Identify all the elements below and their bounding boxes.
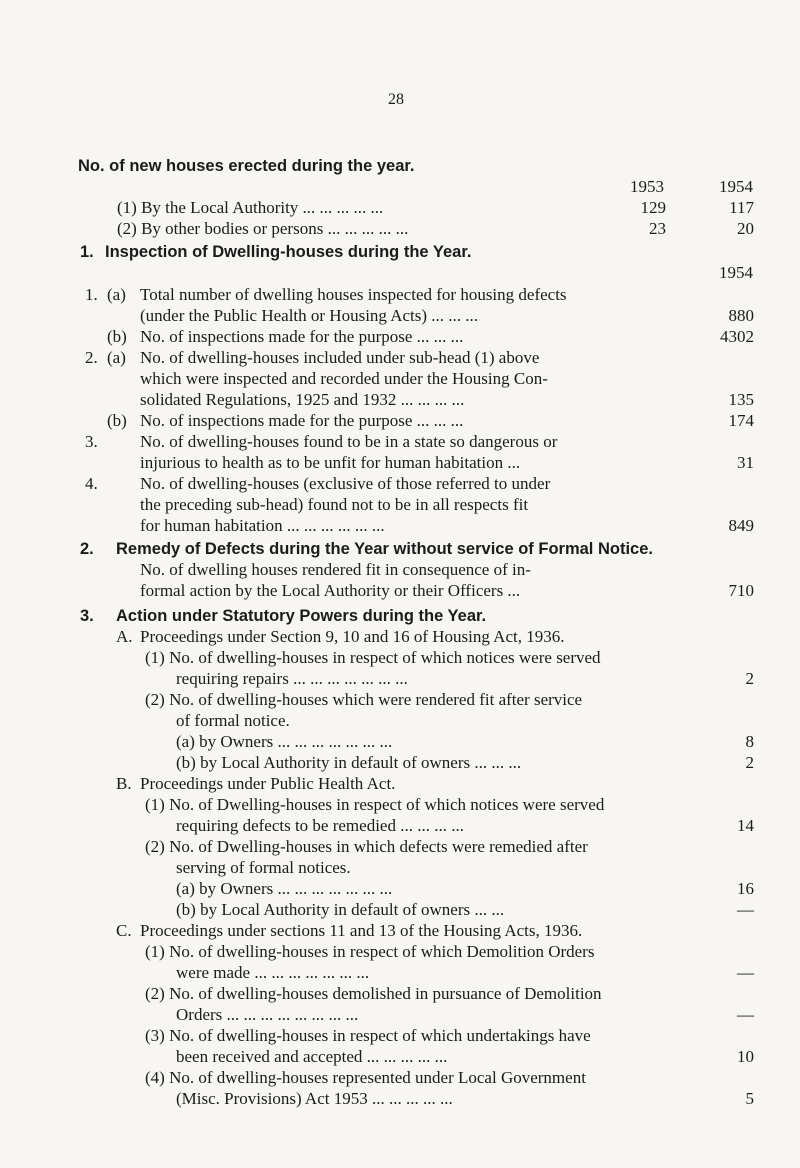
- item-3-value: 31: [737, 453, 754, 472]
- other-bodies-1954: 20: [737, 219, 754, 238]
- section-3-number: 3.: [80, 607, 94, 625]
- item-2b-value: 174: [728, 411, 754, 430]
- item-1-number: 1.: [85, 285, 98, 304]
- item-4-line3: for human habitation ... ... ... ... ... ...: [140, 516, 385, 535]
- part-a2a-value: 8: [745, 732, 754, 751]
- part-c3-line1: (3) No. of dwelling-houses in respect of which undertakings have: [145, 1026, 591, 1045]
- section-2-heading: Remedy of Defects during the Year without service of Formal Notice.: [116, 540, 653, 558]
- part-b-label: B.: [116, 774, 132, 793]
- part-c2-value: —: [737, 1005, 754, 1024]
- part-b2a-text: (a) by Owners ... ... ... ... ... ... ...: [176, 879, 393, 898]
- part-b2b-text: (b) by Local Authority in default of owners ... ...: [176, 900, 505, 919]
- section-1-heading: Inspection of Dwelling-houses during the Year.: [105, 243, 472, 261]
- part-c-text: Proceedings under sections 11 and 13 of the Housing Acts, 1936.: [140, 921, 583, 940]
- item-2b-line1: No. of inspections made for the purpose ... ... ...: [140, 411, 464, 430]
- page-number: 28: [388, 91, 404, 108]
- part-c1-value: —: [737, 963, 754, 982]
- item-3-number: 3.: [85, 432, 98, 451]
- part-c2-line1: (2) No. of dwelling-houses demolished in pursuance of Demolition: [145, 984, 602, 1003]
- part-c3-line2: been received and accepted ... ... ... ... ...: [176, 1047, 448, 1066]
- part-c1-line1: (1) No. of dwelling-houses in respect of which Demolition Orders: [145, 942, 595, 961]
- part-c1-line2: were made ... ... ... ... ... ... ...: [176, 963, 370, 982]
- part-c3-value: 10: [737, 1047, 754, 1066]
- part-a2-line1: (2) No. of dwelling-houses which were rendered fit after service: [145, 690, 583, 709]
- part-a2b-value: 2: [745, 753, 754, 772]
- item-1a-value: 880: [728, 306, 754, 325]
- part-c4-line2: (Misc. Provisions) Act 1953 ... ... ... ... ...: [176, 1089, 453, 1108]
- item-2a-line1: No. of dwelling-houses included under sub-head (1) above: [140, 348, 540, 367]
- section-2-value: 710: [728, 581, 754, 600]
- other-bodies-label: (2) By other bodies or persons ... ... ... ... ...: [117, 219, 409, 238]
- item-3-line2: injurious to health as to be unfit for human habitation ...: [140, 453, 521, 472]
- item-1b-sub: (b): [107, 327, 127, 346]
- part-a1-line1: (1) No. of dwelling-houses in respect of which notices were served: [145, 648, 601, 667]
- year-1954-header: 1954: [719, 177, 753, 196]
- part-a2b-text: (b) by Local Authority in default of owners ... ... ...: [176, 753, 522, 772]
- local-authority-label: (1) By the Local Authority ... ... ... ... ...: [117, 198, 384, 217]
- item-4-line2: the preceding sub-head) found not to be in all respects fit: [140, 495, 529, 514]
- section-1-year: 1954: [719, 263, 753, 282]
- item-1b-line1: No. of inspections made for the purpose ... ... ...: [140, 327, 464, 346]
- part-b1-line1: (1) No. of Dwelling-houses in respect of which notices were served: [145, 795, 605, 814]
- part-a2-line2: of formal notice.: [176, 711, 290, 730]
- section-2-line1: No. of dwelling houses rendered fit in consequence of in-: [140, 560, 531, 579]
- other-bodies-1953: 23: [649, 219, 666, 238]
- item-4-value: 849: [728, 516, 754, 535]
- part-a2a-text: (a) by Owners ... ... ... ... ... ... ...: [176, 732, 393, 751]
- item-2-number: 2.: [85, 348, 98, 367]
- part-a-label: A.: [116, 627, 133, 646]
- item-2a-sub: (a): [107, 348, 126, 367]
- item-4-number: 4.: [85, 474, 98, 493]
- item-3-line1: No. of dwelling-houses found to be in a state so dangerous or: [140, 432, 558, 451]
- section-2-number: 2.: [80, 540, 94, 558]
- local-authority-1953: 129: [640, 198, 666, 217]
- item-2a-line3: solidated Regulations, 1925 and 1932 ... ... ... ...: [140, 390, 465, 409]
- part-b2-line2: serving of formal notices.: [176, 858, 351, 877]
- item-1a-line2: (under the Public Health or Housing Acts) ... ... ...: [140, 306, 479, 325]
- item-2a-value: 135: [728, 390, 754, 409]
- part-b-text: Proceedings under Public Health Act.: [140, 774, 396, 793]
- item-2a-line2: which were inspected and recorded under the Housing Con-: [140, 369, 548, 388]
- part-b1-value: 14: [737, 816, 754, 835]
- part-a1-value: 2: [745, 669, 754, 688]
- new-houses-heading: No. of new houses erected during the year.: [78, 157, 415, 175]
- item-1b-value: 4302: [720, 327, 754, 346]
- local-authority-1954: 117: [729, 198, 754, 217]
- part-c-label: C.: [116, 921, 132, 940]
- part-c4-value: 5: [745, 1089, 754, 1108]
- item-1a-line1: Total number of dwelling houses inspected for housing defects: [140, 285, 567, 304]
- part-b2-line1: (2) No. of Dwelling-houses in which defects were remedied after: [145, 837, 588, 856]
- part-c2-line2: Orders ... ... ... ... ... ... ... ...: [176, 1005, 359, 1024]
- part-b1-line2: requiring defects to be remedied ... ... ... ...: [176, 816, 464, 835]
- item-1a-sub: (a): [107, 285, 126, 304]
- part-b2a-value: 16: [737, 879, 754, 898]
- part-c4-line1: (4) No. of dwelling-houses represented under Local Government: [145, 1068, 586, 1087]
- section-1-number: 1.: [80, 243, 94, 261]
- section-2-line2: formal action by the Local Authority or their Officers ...: [140, 581, 521, 600]
- item-4-line1: No. of dwelling-houses (exclusive of those referred to under: [140, 474, 551, 493]
- part-a1-line2: requiring repairs ... ... ... ... ... ... ...: [176, 669, 408, 688]
- item-2b-sub: (b): [107, 411, 127, 430]
- part-b2b-value: —: [737, 900, 754, 919]
- year-1953-header: 1953: [630, 177, 664, 196]
- section-3-heading: Action under Statutory Powers during the Year.: [116, 607, 487, 625]
- part-a-text: Proceedings under Section 9, 10 and 16 of Housing Act, 1936.: [140, 627, 565, 646]
